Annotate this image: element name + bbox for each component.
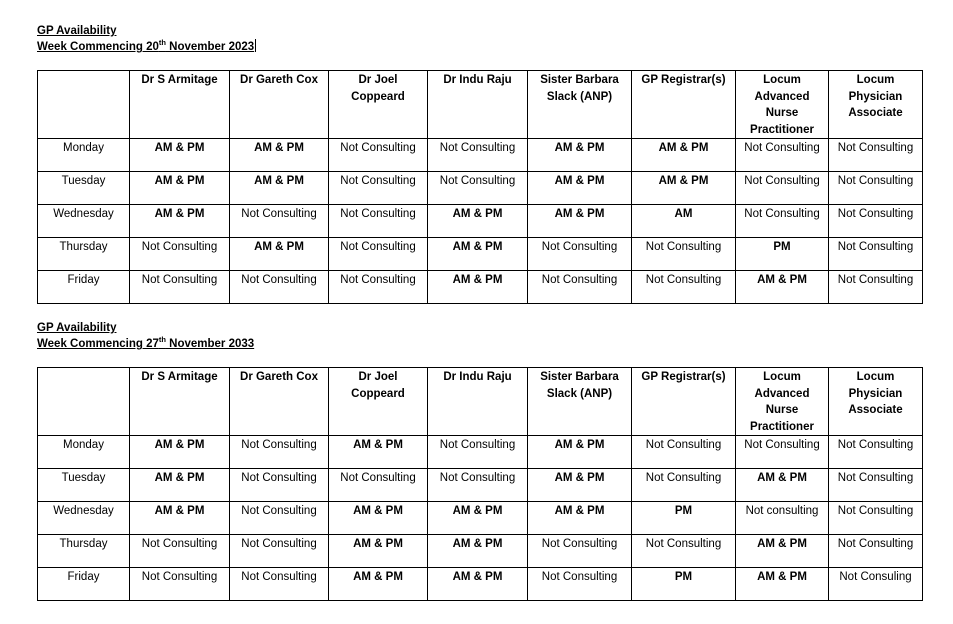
table-row <box>38 568 923 601</box>
corner-header-cell <box>38 71 130 139</box>
availability-cell: Not consulting <box>736 502 829 535</box>
availability-cell: Not Consuling <box>829 568 923 601</box>
section-title: GP Availability <box>37 322 117 334</box>
availability-cell: AM & PM <box>130 139 230 172</box>
availability-cell: Not Consulting <box>329 469 428 502</box>
availability-cell: AM & PM <box>632 139 736 172</box>
day-cell: Monday <box>38 139 130 172</box>
table-row <box>38 205 923 238</box>
staff-header-cell: Sister Barbara Slack (ANP) <box>528 71 632 139</box>
day-cell: Wednesday <box>38 205 130 238</box>
availability-cell: AM & PM <box>329 436 428 469</box>
availability-cell: AM & PM <box>230 172 329 205</box>
availability-cell: AM & PM <box>130 469 230 502</box>
availability-cell: Not Consulting <box>829 271 923 304</box>
week-suffix: November 2023 <box>165 41 255 53</box>
availability-cell: Not Consulting <box>528 568 632 601</box>
availability-cell: Not Consulting <box>829 436 923 469</box>
availability-cell: PM <box>736 238 829 271</box>
availability-cell: AM & PM <box>329 502 428 535</box>
table-row <box>38 271 923 304</box>
availability-cell: Not Consulting <box>829 205 923 238</box>
availability-cell: AM & PM <box>736 568 829 601</box>
availability-cell: Not Consulting <box>130 238 230 271</box>
availability-cell: Not Consulting <box>230 205 329 238</box>
staff-header-cell: Dr Indu Raju <box>428 71 528 139</box>
day-cell: Wednesday <box>38 502 130 535</box>
staff-header-cell: GP Registrar(s) <box>632 368 736 436</box>
availability-cell: Not Consulting <box>736 205 829 238</box>
table-row <box>38 502 923 535</box>
availability-cell: Not Consulting <box>829 172 923 205</box>
availability-table <box>37 367 923 601</box>
header-row <box>38 368 923 436</box>
availability-cell: AM & PM <box>736 535 829 568</box>
week-ordinal-suffix: th <box>158 38 166 48</box>
availability-cell: Not Consulting <box>829 139 923 172</box>
availability-cell: AM & PM <box>528 205 632 238</box>
availability-cell: Not Consulting <box>428 469 528 502</box>
availability-cell: Not Consulting <box>829 502 923 535</box>
availability-cell: Not Consulting <box>632 271 736 304</box>
availability-cell: AM & PM <box>329 568 428 601</box>
availability-cell: Not Consulting <box>230 535 329 568</box>
availability-cell: AM & PM <box>428 502 528 535</box>
week-prefix: Week Commencing 20 <box>37 41 159 53</box>
staff-header-cell: Locum Physician Associate <box>829 368 923 436</box>
availability-cell: AM & PM <box>329 535 428 568</box>
staff-header-cell: Dr Joel Coppeard <box>329 71 428 139</box>
availability-cell: Not Consulting <box>829 535 923 568</box>
table-row <box>38 172 923 205</box>
availability-cell: AM & PM <box>230 238 329 271</box>
week-ordinal-suffix: th <box>158 335 166 345</box>
availability-cell: AM & PM <box>528 502 632 535</box>
availability-cell: Not Consulting <box>829 238 923 271</box>
availability-cell: Not Consulting <box>230 469 329 502</box>
staff-header-cell: Dr Gareth Cox <box>230 368 329 436</box>
availability-cell: AM & PM <box>130 502 230 535</box>
availability-cell: AM & PM <box>528 172 632 205</box>
availability-cell: Not Consulting <box>632 436 736 469</box>
staff-header-cell: Sister Barbara Slack (ANP) <box>528 368 632 436</box>
availability-cell: AM <box>632 205 736 238</box>
availability-cell: Not Consulting <box>528 535 632 568</box>
availability-cell: Not Consulting <box>632 469 736 502</box>
availability-cell: AM & PM <box>528 469 632 502</box>
availability-cell: Not Consulting <box>329 238 428 271</box>
week-commencing-heading <box>37 39 923 55</box>
availability-cell: Not Consulting <box>230 271 329 304</box>
availability-section-week-2 <box>37 320 923 601</box>
staff-header-cell: Locum Physician Associate <box>829 71 923 139</box>
day-cell: Thursday <box>38 238 130 271</box>
availability-cell: Not Consulting <box>736 139 829 172</box>
availability-cell: Not Consulting <box>329 172 428 205</box>
availability-cell: Not Consulting <box>329 271 428 304</box>
header-row <box>38 71 923 139</box>
availability-cell: Not Consulting <box>130 535 230 568</box>
day-cell: Friday <box>38 568 130 601</box>
availability-cell: Not Consulting <box>230 568 329 601</box>
availability-cell: Not Consulting <box>428 139 528 172</box>
staff-header-cell: Dr Joel Coppeard <box>329 368 428 436</box>
day-cell: Thursday <box>38 535 130 568</box>
day-cell: Friday <box>38 271 130 304</box>
availability-table <box>37 70 923 304</box>
availability-cell: AM & PM <box>632 172 736 205</box>
staff-header-cell: GP Registrar(s) <box>632 71 736 139</box>
table-row <box>38 535 923 568</box>
staff-header-cell: Locum Advanced Nurse Practitioner <box>736 368 829 436</box>
staff-header-cell: Dr S Armitage <box>130 71 230 139</box>
availability-cell: Not Consulting <box>230 502 329 535</box>
section-title: GP Availability <box>37 25 117 37</box>
availability-cell: AM & PM <box>428 271 528 304</box>
table-row <box>38 238 923 271</box>
staff-header-cell: Dr S Armitage <box>130 368 230 436</box>
availability-section-week-1 <box>37 23 923 304</box>
staff-header-cell: Dr Indu Raju <box>428 368 528 436</box>
table-row <box>38 469 923 502</box>
availability-cell: AM & PM <box>428 205 528 238</box>
availability-cell: PM <box>632 502 736 535</box>
table-row <box>38 436 923 469</box>
availability-cell: Not Consulting <box>528 238 632 271</box>
availability-cell: AM & PM <box>230 139 329 172</box>
availability-cell: AM & PM <box>528 436 632 469</box>
availability-cell: Not Consulting <box>428 172 528 205</box>
availability-cell: AM & PM <box>736 271 829 304</box>
availability-cell: Not Consulting <box>736 436 829 469</box>
day-cell: Monday <box>38 436 130 469</box>
week-prefix: Week Commencing 27 <box>37 338 159 350</box>
week-commencing-heading <box>37 336 923 352</box>
availability-cell: Not Consulting <box>130 271 230 304</box>
table-row <box>38 139 923 172</box>
availability-cell: AM & PM <box>428 568 528 601</box>
availability-cell: AM & PM <box>130 205 230 238</box>
day-cell: Tuesday <box>38 172 130 205</box>
availability-cell: Not Consulting <box>329 205 428 238</box>
availability-cell: Not Consulting <box>428 436 528 469</box>
availability-cell: AM & PM <box>130 436 230 469</box>
corner-header-cell <box>38 368 130 436</box>
availability-cell: AM & PM <box>528 139 632 172</box>
availability-cell: Not Consulting <box>632 535 736 568</box>
availability-cell: Not Consulting <box>736 172 829 205</box>
availability-cell: Not Consulting <box>829 469 923 502</box>
availability-cell: AM & PM <box>428 238 528 271</box>
availability-cell: PM <box>632 568 736 601</box>
availability-cell: Not Consulting <box>329 139 428 172</box>
availability-cell: Not Consulting <box>632 238 736 271</box>
staff-header-cell: Locum Advanced Nurse Practitioner <box>736 71 829 139</box>
week-suffix: November 2033 <box>165 338 255 350</box>
availability-cell: Not Consulting <box>230 436 329 469</box>
availability-cell: AM & PM <box>130 172 230 205</box>
availability-cell: AM & PM <box>736 469 829 502</box>
availability-cell: AM & PM <box>428 535 528 568</box>
availability-cell: Not Consulting <box>528 271 632 304</box>
day-cell: Tuesday <box>38 469 130 502</box>
availability-cell: Not Consulting <box>130 568 230 601</box>
staff-header-cell: Dr Gareth Cox <box>230 71 329 139</box>
text-cursor <box>255 39 256 52</box>
